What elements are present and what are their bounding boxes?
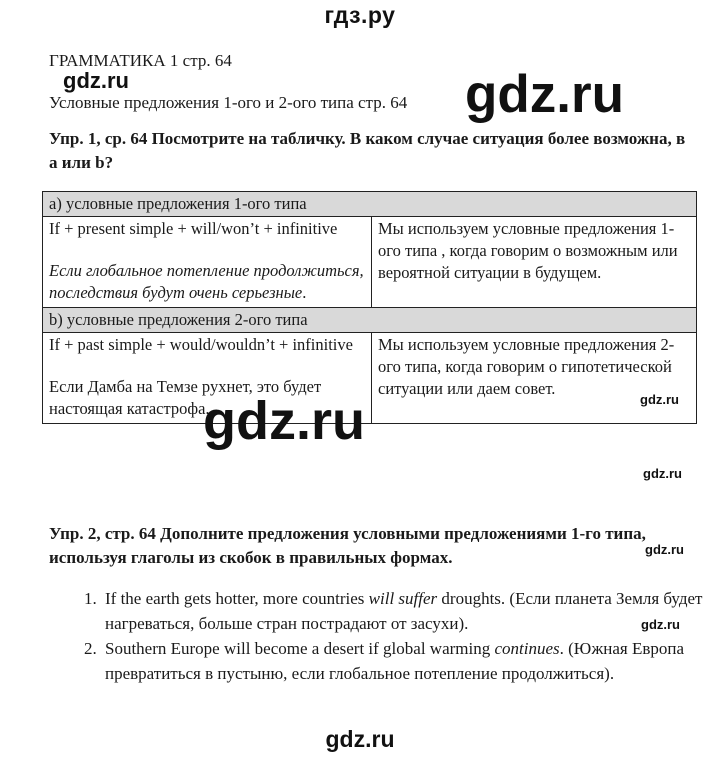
answer-verb: continues xyxy=(494,639,560,658)
section-b-explanation: Мы используем условные предложения 2-ого типа, когда говорим о гипотетической ситуации или даем совет. xyxy=(372,333,697,424)
exercise1-title: Упр. 1, ср. 64 Посмотрите на табличку. В каком случае ситуация более возможна, в a или b? xyxy=(49,129,686,172)
section-a-formula: If + present simple + will/won’t + infinitive xyxy=(49,219,338,238)
exercise2-list xyxy=(75,586,720,686)
section-b-heading: b) условные предложения 2-ого типа xyxy=(43,308,697,333)
watermark-side: gdz.ru xyxy=(640,392,679,407)
section-a-example: Если глобальное потепление продолжиться, последствия будут очень серьезные. xyxy=(49,261,364,302)
watermark-side: gdz.ru xyxy=(641,617,680,632)
section-b-example: Если Дамба на Темзе рухнет, это будет настоящая катастрофа. xyxy=(49,377,322,418)
list-item: 2. Southern Europe will become a desert if global warming continues. (Южная Европа превратиться в пустыню, если глобальное потепление продолжиться). xyxy=(101,636,720,686)
watermark-side: gdz.ru xyxy=(643,466,682,481)
grammar-table xyxy=(42,191,697,424)
watermark-large: gdz.ru xyxy=(203,391,365,451)
section-subtitle: Условные предложения 1-ого и 2-ого типа стр. 64 xyxy=(49,93,408,112)
section-a-heading: a) условные предложения 1-ого типа xyxy=(43,192,697,217)
section-a-explanation: Мы используем условные предложения 1-ого типа , когда говорим о возможным или вероятной ситуации в будущем. xyxy=(372,217,697,308)
watermark-top: гдз.ру xyxy=(324,2,396,28)
watermark-small: gdz.ru xyxy=(63,68,129,93)
answer-verb: will suffer xyxy=(368,589,438,608)
exercise2-title: Упр. 2, стр. 64 Дополните предложения условными предложениями 1-го типа, используя глаголы из скобок в правильных формах. xyxy=(49,524,646,567)
watermark-bottom: gdz.ru xyxy=(325,726,395,752)
section-title: ГРАММАТИКА 1 стр. 64 xyxy=(49,51,232,70)
watermark-side: gdz.ru xyxy=(645,542,684,557)
section-a-left-cell xyxy=(43,217,372,308)
watermark-large: gdz.ru xyxy=(465,65,624,124)
list-item: 1. If the earth gets hotter, more countries will suffer droughts. (Если планета Земля будет нагреваться, больше стран пострадают от засухи). xyxy=(101,586,720,636)
section-b-formula: If + past simple + would/wouldn’t + infinitive xyxy=(49,335,353,354)
